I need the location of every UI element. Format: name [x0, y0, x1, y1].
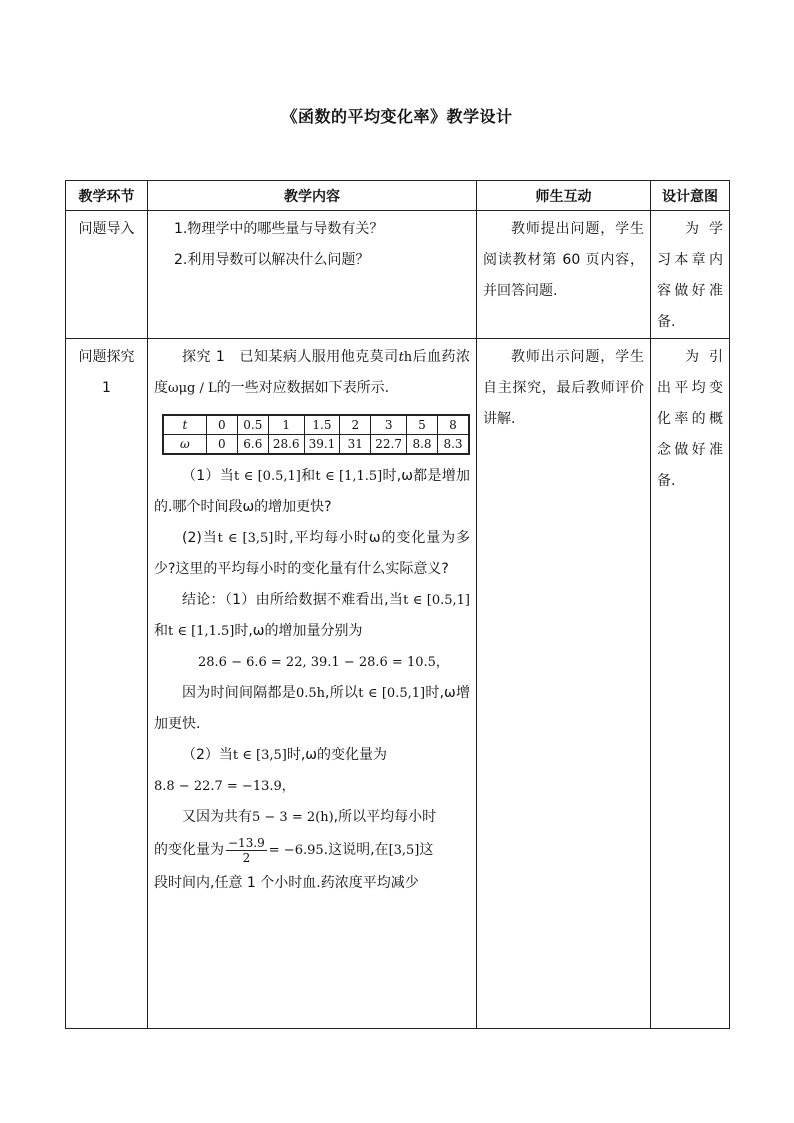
cell-content-explore: [148, 339, 477, 1029]
table-row-intro: [66, 211, 730, 339]
question-2: (2)当t ∈ [3,5]时,平均每小时ω的变化量为多少?这里的平均每小时的变化量有什么实际意义?: [154, 530, 470, 577]
t-value: 3: [371, 415, 407, 435]
omega-value: 39.1: [304, 435, 340, 455]
explore-label: 探究 1: [182, 349, 225, 365]
conclusion-2-reason: 又因为共有5 − 3 = 2(h),所以平均每小时: [182, 809, 437, 825]
omega-value: 8.8: [407, 435, 438, 455]
cell-intent-intro: [651, 211, 730, 339]
interaction-explore-text: 教师出示问题，学生自主探究，最后教师评价讲解.: [483, 349, 644, 427]
omega-value: 31: [340, 435, 371, 455]
header-content: 教学内容: [148, 181, 477, 211]
t-value: 5: [407, 415, 438, 435]
conclusion-1-reason: 因为时间间隔都是0.5h,所以t ∈ [0.5,1]时,ω增加更快.: [154, 685, 471, 732]
t-value: 1: [268, 415, 304, 435]
page-title: 《函数的平均变化率》教学设计: [281, 107, 513, 126]
data-label-t: t: [163, 415, 206, 435]
fraction: $\frac{-13.9}{2}$: [228, 835, 265, 865]
stage-explore-label: 问题探究: [78, 349, 135, 365]
stage-intro-label: 问题导入: [78, 221, 135, 237]
omega-value: 0: [206, 435, 237, 455]
t-value: 0.5: [237, 415, 268, 435]
question-1: （1）当t ∈ [0.5,1]和t ∈ [1,1.5]时,ω都是增加的.哪个时间段ω的增加更快?: [154, 468, 470, 515]
explore-intro: 探究 1 已知某病人服用他克莫司th后血药浓度ωμg / L的一些对应数据如下表所示.: [154, 349, 471, 396]
interaction-intro-text: 教师提出问题，学生阅读教材第 60 页内容，并回答问题.: [483, 221, 644, 299]
t-value: 0: [206, 415, 237, 435]
t-value: 2: [340, 415, 371, 435]
cell-stage-intro: [66, 211, 148, 339]
conclusion-2-formula: 8.8 − 22.7 = −13.9，: [154, 779, 295, 794]
header-intent: 设计意图: [651, 181, 730, 211]
omega-value: 8.3: [438, 435, 470, 455]
header-stage: 教学环节: [66, 181, 148, 211]
lesson-design-table: [65, 180, 730, 1029]
omega-value: 28.6: [268, 435, 304, 455]
data-row-omega: [163, 435, 469, 455]
cell-content-intro: [148, 211, 477, 339]
stage-explore-number: 1: [102, 380, 111, 396]
data-label-omega: ω: [163, 435, 206, 455]
cell-interaction-explore: [477, 339, 651, 1029]
intro-question-1: 1.物理学中的哪些量与导数有关？: [174, 221, 384, 237]
t-value: 1.5: [304, 415, 340, 435]
omega-value: 22.7: [371, 435, 407, 455]
cell-interaction-intro: [477, 211, 651, 339]
conclusion-2-average: 的变化量为 $\frac{-13.9}{2}$ = −6.95.这说明,在[3,5]这: [154, 835, 434, 865]
conclusion-2-meaning: 段时间内,任意 1 个小时血.药浓度平均减少: [154, 875, 419, 891]
conclusion-2: （2）当t ∈ [3,5]时,ω的变化量为: [182, 747, 388, 763]
intent-explore-text: 为引出平均变化率的概念做好准备.: [657, 349, 723, 489]
table-header-row: [66, 181, 730, 211]
header-interaction: 师生互动: [477, 181, 651, 211]
intro-question-2: 2.利用导数可以解决什么问题？: [174, 252, 370, 268]
omega-value: 6.6: [237, 435, 268, 455]
t-value: 8: [438, 415, 470, 435]
cell-stage-explore: [66, 339, 148, 1029]
data-row-t: [163, 415, 469, 435]
conclusion-1: 结论：（1）由所给数据不难看出,当t ∈ [0.5,1]和t ∈ [1,1.5]时,ω的增加量分别为: [154, 592, 471, 639]
drug-concentration-table: [162, 414, 470, 455]
cell-intent-explore: [651, 339, 730, 1029]
conclusion-1-formula: 28.6 − 6.6 = 22, 39.1 − 28.6 = 10.5，: [198, 655, 449, 670]
table-row-explore: [66, 339, 730, 1029]
intent-intro-text: 为学习本章内容做好准备.: [657, 221, 723, 330]
